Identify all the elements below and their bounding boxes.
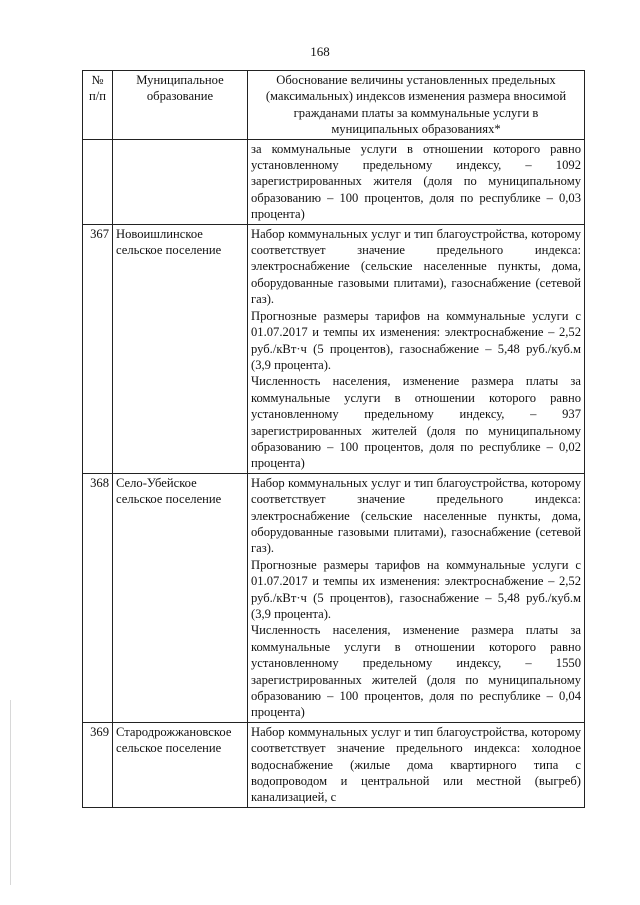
row-number: 369 (83, 722, 113, 807)
row-number: 368 (83, 473, 113, 722)
justification-paragraph: Набор коммунальных услуг и тип благоустройства, которому соответствует значение предельного индекса: электроснабжение (сельские населенные пункты, дома, оборудованные газовыми плитами), газоснабжение (сетевой газ). (251, 226, 581, 307)
header-municipality: Муниципальное образование (113, 71, 248, 140)
table-header-row (83, 71, 585, 140)
row-justification (248, 722, 585, 807)
justification-paragraph: Численность населения, изменение размера платы за коммунальные услуги в отношении которого равно установленному предельному индексу, – 937 зарегистрированных жителей (доля по муниципальному образованию – 100 процентов, доля по республике – 0,02 процента) (251, 374, 581, 471)
justification-paragraph: Набор коммунальных услуг и тип благоустройства, которому соответствует значение предельного индекса: холодное водоснабжение (жилые дома квартирного типа с водопроводом и центральной или местной (выгреб) канализацией, с (251, 724, 581, 805)
table-row (83, 473, 585, 722)
row-justification (248, 139, 585, 224)
page-number: 168 (310, 44, 330, 59)
justification-paragraph: Прогнозные размеры тарифов на коммунальные услуги с 01.07.2017 и темпы их изменения: электроснабжение – 2,52 руб./кВт·ч (5 процентов), газоснабжение – 5,48 руб./куб.м (3,9 процента). (251, 308, 581, 372)
row-municipality: Село-Убейское сельское поселение (113, 473, 248, 722)
row-justification (248, 473, 585, 722)
row-municipality: Новоишлинское сельское поселение (113, 224, 248, 473)
table-row (83, 722, 585, 807)
justification-paragraph: за коммунальные услуги в отношении которого равно установленному предельному индексу, – 1092 зарегистрированных жителя (доля по муниципальному образованию – 100 процентов, доля по республике – 0,03 процента) (251, 141, 581, 222)
table-row (83, 139, 585, 224)
justification-paragraph: Прогнозные размеры тарифов на коммунальные услуги с 01.07.2017 и темпы их изменения: электроснабжение – 2,52 руб./кВт·ч (5 процентов), газоснабжение – 5,48 руб./куб.м (3,9 процента). (251, 557, 581, 621)
justification-paragraph: Набор коммунальных услуг и тип благоустройства, которому соответствует значение предельного индекса: электроснабжение (сельские населенные пункты, дома, оборудованные газовыми плитами), газоснабжение (сетевой газ). (251, 475, 581, 556)
justification-paragraph: Численность населения, изменение размера платы за коммунальные услуги в отношении которого равно установленному предельному индексу, – 1550 зарегистрированных жителей (доля по муниципальному образованию – 100 процентов, доля по республике – 0,04 процента) (251, 623, 581, 720)
tariff-index-table (82, 70, 585, 808)
row-justification (248, 224, 585, 473)
header-number: № п/п (83, 71, 113, 140)
table-row (83, 224, 585, 473)
row-number (83, 139, 113, 224)
scan-edge-line (10, 700, 11, 885)
header-justification: Обоснование величины установленных предельных (максимальных) индексов изменения размера вносимой гражданами платы за коммунальные услуги в муниципальных образованиях* (248, 71, 585, 140)
row-number: 367 (83, 224, 113, 473)
row-municipality: Стародрожжановское сельское поселение (113, 722, 248, 807)
row-municipality (113, 139, 248, 224)
